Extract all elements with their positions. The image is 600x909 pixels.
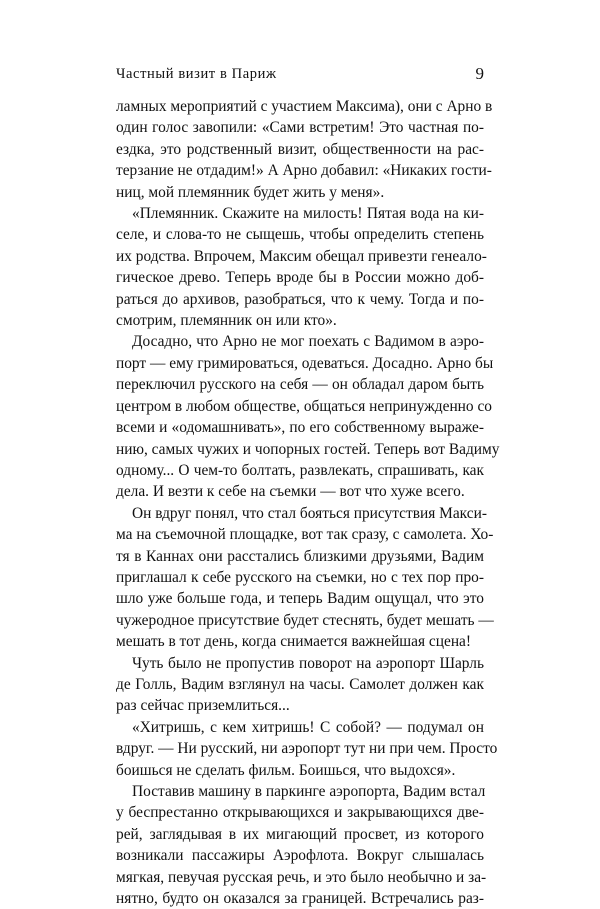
text-line: мягкая, певучая русская речь, и это было необычно и за- (116, 868, 487, 886)
text-line: шло уже больше года, и теперь Вадим ощущал, что это (116, 590, 484, 608)
text-line: один голос завопили: «Сами встретим! Это частная по- (116, 119, 484, 137)
text-line: нию, самых чужих и чопорных гостей. Теперь вот Вадиму (116, 440, 500, 458)
text-line: терзание не отдадим!» А Арно добавил: «Никаких гости- (116, 162, 492, 180)
text-line: раз сейчас приземлиться... (116, 697, 290, 715)
text-line: центром в любом обществе, общаться непринужденно со (116, 397, 492, 415)
paragraph (116, 653, 484, 717)
paragraph (116, 781, 487, 909)
book-page (116, 64, 500, 909)
text-line: раться до архивов, разобраться, что к чему. Тогда и по- (116, 290, 484, 308)
paragraph (116, 203, 487, 331)
text-line: вдруг. — Ни русский, ни аэропорт тут ни при чем. Просто (116, 740, 498, 758)
page-number: 9 (475, 64, 484, 83)
text-line: ма на съемочной площадке, вот так сразу, с самолета. Хо- (116, 526, 494, 544)
text-line: Поставив машину в паркинге аэропорта, Вадим встал (132, 783, 486, 800)
paragraph (116, 96, 493, 203)
text-line: дела. И везти к себе на съемки — вот что хуже всего. (116, 483, 465, 501)
running-title: Частный визит в Париж (116, 66, 277, 82)
text-line: нятно, будто он оказался за границей. Встречались раз- (116, 890, 484, 908)
text-line: одному... О чем-то болтать, развлекать, спрашивать, как (116, 461, 484, 479)
text-line: Досадно, что Арно не мог поехать с Вадимом в аэро- (132, 333, 484, 351)
text-line: ламных мероприятий с участием Максима), они с Арно в (116, 98, 493, 115)
text-line: тя в Каннах они расстались близкими друзьями, Вадим (116, 547, 484, 565)
text-line: Он вдруг понял, что стал бояться присутствия Макси- (132, 504, 487, 522)
text-line: ниц, мой племянник будет жить у меня». (116, 183, 385, 201)
text-line: «Племянник. Скажите на милость! Пятая вода на ки- (132, 205, 484, 223)
text-line: их родства. Впрочем, Максим обещал привезти генеало- (116, 247, 487, 265)
text-line: гическое древо. Теперь вроде бы в России можно доб- (116, 269, 484, 287)
text-line: де Голль, Вадим взглянул на часы. Самолет должен как (116, 675, 484, 693)
running-head (116, 66, 484, 88)
text-line: порт — ему гримироваться, одеваться. Досадно. Арно бы (116, 354, 494, 372)
body-text (116, 96, 500, 909)
paragraph (116, 503, 494, 653)
text-line: мешать в тот день, когда снимается важнейшая сцена! (116, 633, 472, 651)
paragraph (116, 717, 498, 781)
text-line: у беспрестанно открывающихся и закрывающихся две- (116, 804, 484, 822)
text-line: селе, и слова-то не сыщешь, чтобы определить степень (116, 226, 484, 244)
text-line: Чуть было не пропустив поворот на аэропорт Шарль (132, 654, 484, 672)
text-line: чужеродное присутствие будет стеснять, будет мешать — (116, 611, 494, 629)
text-line: боишься не сделать фильм. Боишься, что выдохся». (116, 761, 456, 779)
text-line: рей, заглядывая в их мигающий просвет, из которого (116, 825, 484, 843)
text-line: всеми и «одомашнивать», по его собственному выраже- (116, 419, 484, 437)
text-line: «Хитришь, с кем хитришь! С собой? — подумал он (132, 718, 484, 736)
text-line: возникали пассажиры Аэрофлота. Вокруг слышалась (116, 847, 484, 865)
text-line: ездка, это родственный визит, общественности на рас- (116, 140, 484, 158)
text-line: смотрим, племянник он или кто». (116, 312, 337, 330)
paragraph (116, 331, 500, 502)
text-line: приглашал к себе русского на съемки, но с тех пор про- (116, 568, 484, 586)
text-line: переключил русского на себя — он обладал даром быть (116, 376, 484, 394)
